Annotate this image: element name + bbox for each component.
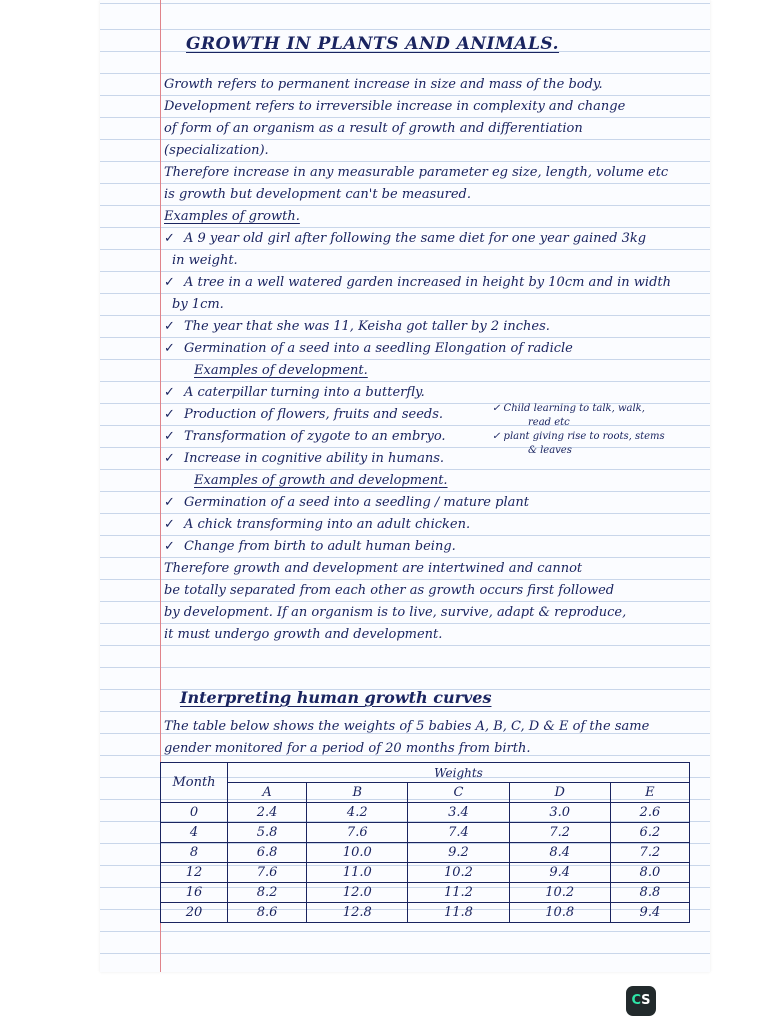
baby-header: D <box>509 783 610 803</box>
note-line <box>164 382 704 404</box>
weight-cell: 5.8 <box>228 823 307 843</box>
note-line <box>164 316 704 338</box>
note-line <box>164 74 704 96</box>
note-text: A tree in a well watered garden increased in height by 10cm and in width <box>184 275 672 290</box>
tick-mark-icon: ✓ <box>164 275 175 290</box>
intro-line: gender monitored for a period of 20 months from birth. <box>164 741 531 756</box>
table-header-row-babies <box>161 783 690 803</box>
note-text: Examples of growth and development. <box>194 473 448 488</box>
table-row <box>161 843 690 863</box>
month-cell: 0 <box>161 803 228 823</box>
tick-mark-icon: ✓ <box>164 341 175 356</box>
side-note: read etc <box>528 417 570 428</box>
weights-header: Weights <box>228 763 690 783</box>
note-line <box>164 536 704 558</box>
weight-cell: 7.6 <box>228 863 307 883</box>
note-line <box>164 140 704 162</box>
note-line <box>164 206 704 228</box>
note-text: be totally separated from each other as growth occurs first followed <box>164 583 615 598</box>
note-line <box>164 470 704 492</box>
table-row <box>161 863 690 883</box>
note-text: Examples of development. <box>194 363 368 378</box>
month-cell: 20 <box>161 903 228 923</box>
note-line <box>164 294 704 316</box>
weight-cell: 6.2 <box>610 823 689 843</box>
note-line <box>164 492 704 514</box>
note-text: The year that she was 11, Keisha got taller by 2 inches. <box>184 319 550 334</box>
note-line <box>164 96 704 118</box>
note-text: it must undergo growth and development. <box>164 627 443 642</box>
notebook-page <box>100 0 710 972</box>
side-note: ✓ plant giving rise to roots, stems <box>492 431 665 442</box>
note-line <box>164 250 704 272</box>
weight-cell: 11.8 <box>408 903 509 923</box>
note-text: by 1cm. <box>172 297 224 312</box>
weight-cell: 11.2 <box>408 883 509 903</box>
weight-cell: 4.2 <box>307 803 408 823</box>
weight-cell: 3.0 <box>509 803 610 823</box>
note-text: Examples of growth. <box>164 209 300 224</box>
tick-mark-icon: ✓ <box>164 517 175 532</box>
weight-cell: 7.2 <box>610 843 689 863</box>
month-cell: 12 <box>161 863 228 883</box>
table-row <box>161 803 690 823</box>
note-line <box>164 272 704 294</box>
page-title: GROWTH IN PLANTS AND ANIMALS. <box>186 34 560 54</box>
table-row <box>161 823 690 843</box>
tick-mark-icon: ✓ <box>164 231 175 246</box>
note-text: Production of flowers, fruits and seeds. <box>184 407 444 422</box>
notes-body <box>164 74 704 646</box>
weight-cell: 6.8 <box>228 843 307 863</box>
note-line <box>164 360 704 382</box>
section-title-growth-curves: Interpreting human growth curves <box>180 688 492 707</box>
tick-mark-icon: ✓ <box>164 429 175 444</box>
weight-cell: 9.2 <box>408 843 509 863</box>
weight-cell: 2.4 <box>228 803 307 823</box>
weight-cell: 7.4 <box>408 823 509 843</box>
weight-cell: 9.4 <box>610 903 689 923</box>
baby-header: A <box>228 783 307 803</box>
weights-table <box>160 762 690 923</box>
table-intro <box>164 716 704 760</box>
weight-cell: 3.4 <box>408 803 509 823</box>
note-line <box>164 514 704 536</box>
note-line <box>164 558 704 580</box>
note-line <box>164 338 704 360</box>
note-line <box>164 118 704 140</box>
weight-cell: 10.0 <box>307 843 408 863</box>
note-line <box>164 580 704 602</box>
weight-cell: 9.4 <box>509 863 610 883</box>
side-notes <box>492 402 682 458</box>
note-line <box>164 162 704 184</box>
month-cell: 16 <box>161 883 228 903</box>
note-line <box>164 228 704 250</box>
note-text: Germination of a seed into a seedling Elongation of radicle <box>184 341 573 356</box>
note-line <box>164 624 704 646</box>
baby-header: B <box>307 783 408 803</box>
weight-cell: 7.2 <box>509 823 610 843</box>
note-text: A caterpillar turning into a butterfly. <box>184 385 425 400</box>
note-text: Growth refers to permanent increase in size and mass of the body. <box>164 77 603 92</box>
table-body <box>161 803 690 923</box>
camscanner-logo: CS <box>626 986 656 1016</box>
table-header-row-weights <box>161 763 690 783</box>
tick-mark-icon: ✓ <box>164 385 175 400</box>
note-line <box>164 184 704 206</box>
note-text: Change from birth to adult human being. <box>184 539 456 554</box>
note-text: is growth but development can't be measured. <box>164 187 471 202</box>
weight-cell: 10.2 <box>509 883 610 903</box>
weight-cell: 8.4 <box>509 843 610 863</box>
month-header: Month <box>161 763 228 803</box>
tick-mark-icon: ✓ <box>164 451 175 466</box>
note-text: of form of an organism as a result of growth and differentiation <box>164 121 583 136</box>
weight-cell: 11.0 <box>307 863 408 883</box>
side-note: & leaves <box>528 445 572 456</box>
baby-header: C <box>408 783 509 803</box>
tick-mark-icon: ✓ <box>164 539 175 554</box>
month-cell: 4 <box>161 823 228 843</box>
weight-cell: 10.8 <box>509 903 610 923</box>
tick-mark-icon: ✓ <box>164 407 175 422</box>
weight-cell: 8.8 <box>610 883 689 903</box>
weight-cell: 8.2 <box>228 883 307 903</box>
note-text: Increase in cognitive ability in humans. <box>184 451 445 466</box>
intro-line: The table below shows the weights of 5 babies A, B, C, D & E of the same <box>164 719 650 734</box>
tick-mark-icon: ✓ <box>164 319 175 334</box>
note-text: Germination of a seed into a seedling / mature plant <box>184 495 529 510</box>
weight-cell: 2.6 <box>610 803 689 823</box>
note-text: A 9 year old girl after following the same diet for one year gained 3kg <box>184 231 647 246</box>
tick-mark-icon: ✓ <box>164 495 175 510</box>
note-text: Therefore increase in any measurable parameter eg size, length, volume etc <box>164 165 669 180</box>
table-row <box>161 903 690 923</box>
note-text: A chick transforming into an adult chicken. <box>184 517 471 532</box>
weight-cell: 7.6 <box>307 823 408 843</box>
weight-cell: 8.0 <box>610 863 689 883</box>
baby-header: E <box>610 783 689 803</box>
table-row <box>161 883 690 903</box>
weight-cell: 10.2 <box>408 863 509 883</box>
month-cell: 8 <box>161 843 228 863</box>
note-text: Transformation of zygote to an embryo. <box>184 429 446 444</box>
note-text: in weight. <box>172 253 238 268</box>
note-text: by development. If an organism is to live, survive, adapt & reproduce, <box>164 605 627 620</box>
side-note: ✓ Child learning to talk, walk, <box>492 403 645 414</box>
weight-cell: 12.8 <box>307 903 408 923</box>
weight-cell: 8.6 <box>228 903 307 923</box>
note-text: (specialization). <box>164 143 269 158</box>
weight-cell: 12.0 <box>307 883 408 903</box>
note-text: Therefore growth and development are intertwined and cannot <box>164 561 583 576</box>
note-text: Development refers to irreversible increase in complexity and change <box>164 99 626 114</box>
note-line <box>164 602 704 624</box>
